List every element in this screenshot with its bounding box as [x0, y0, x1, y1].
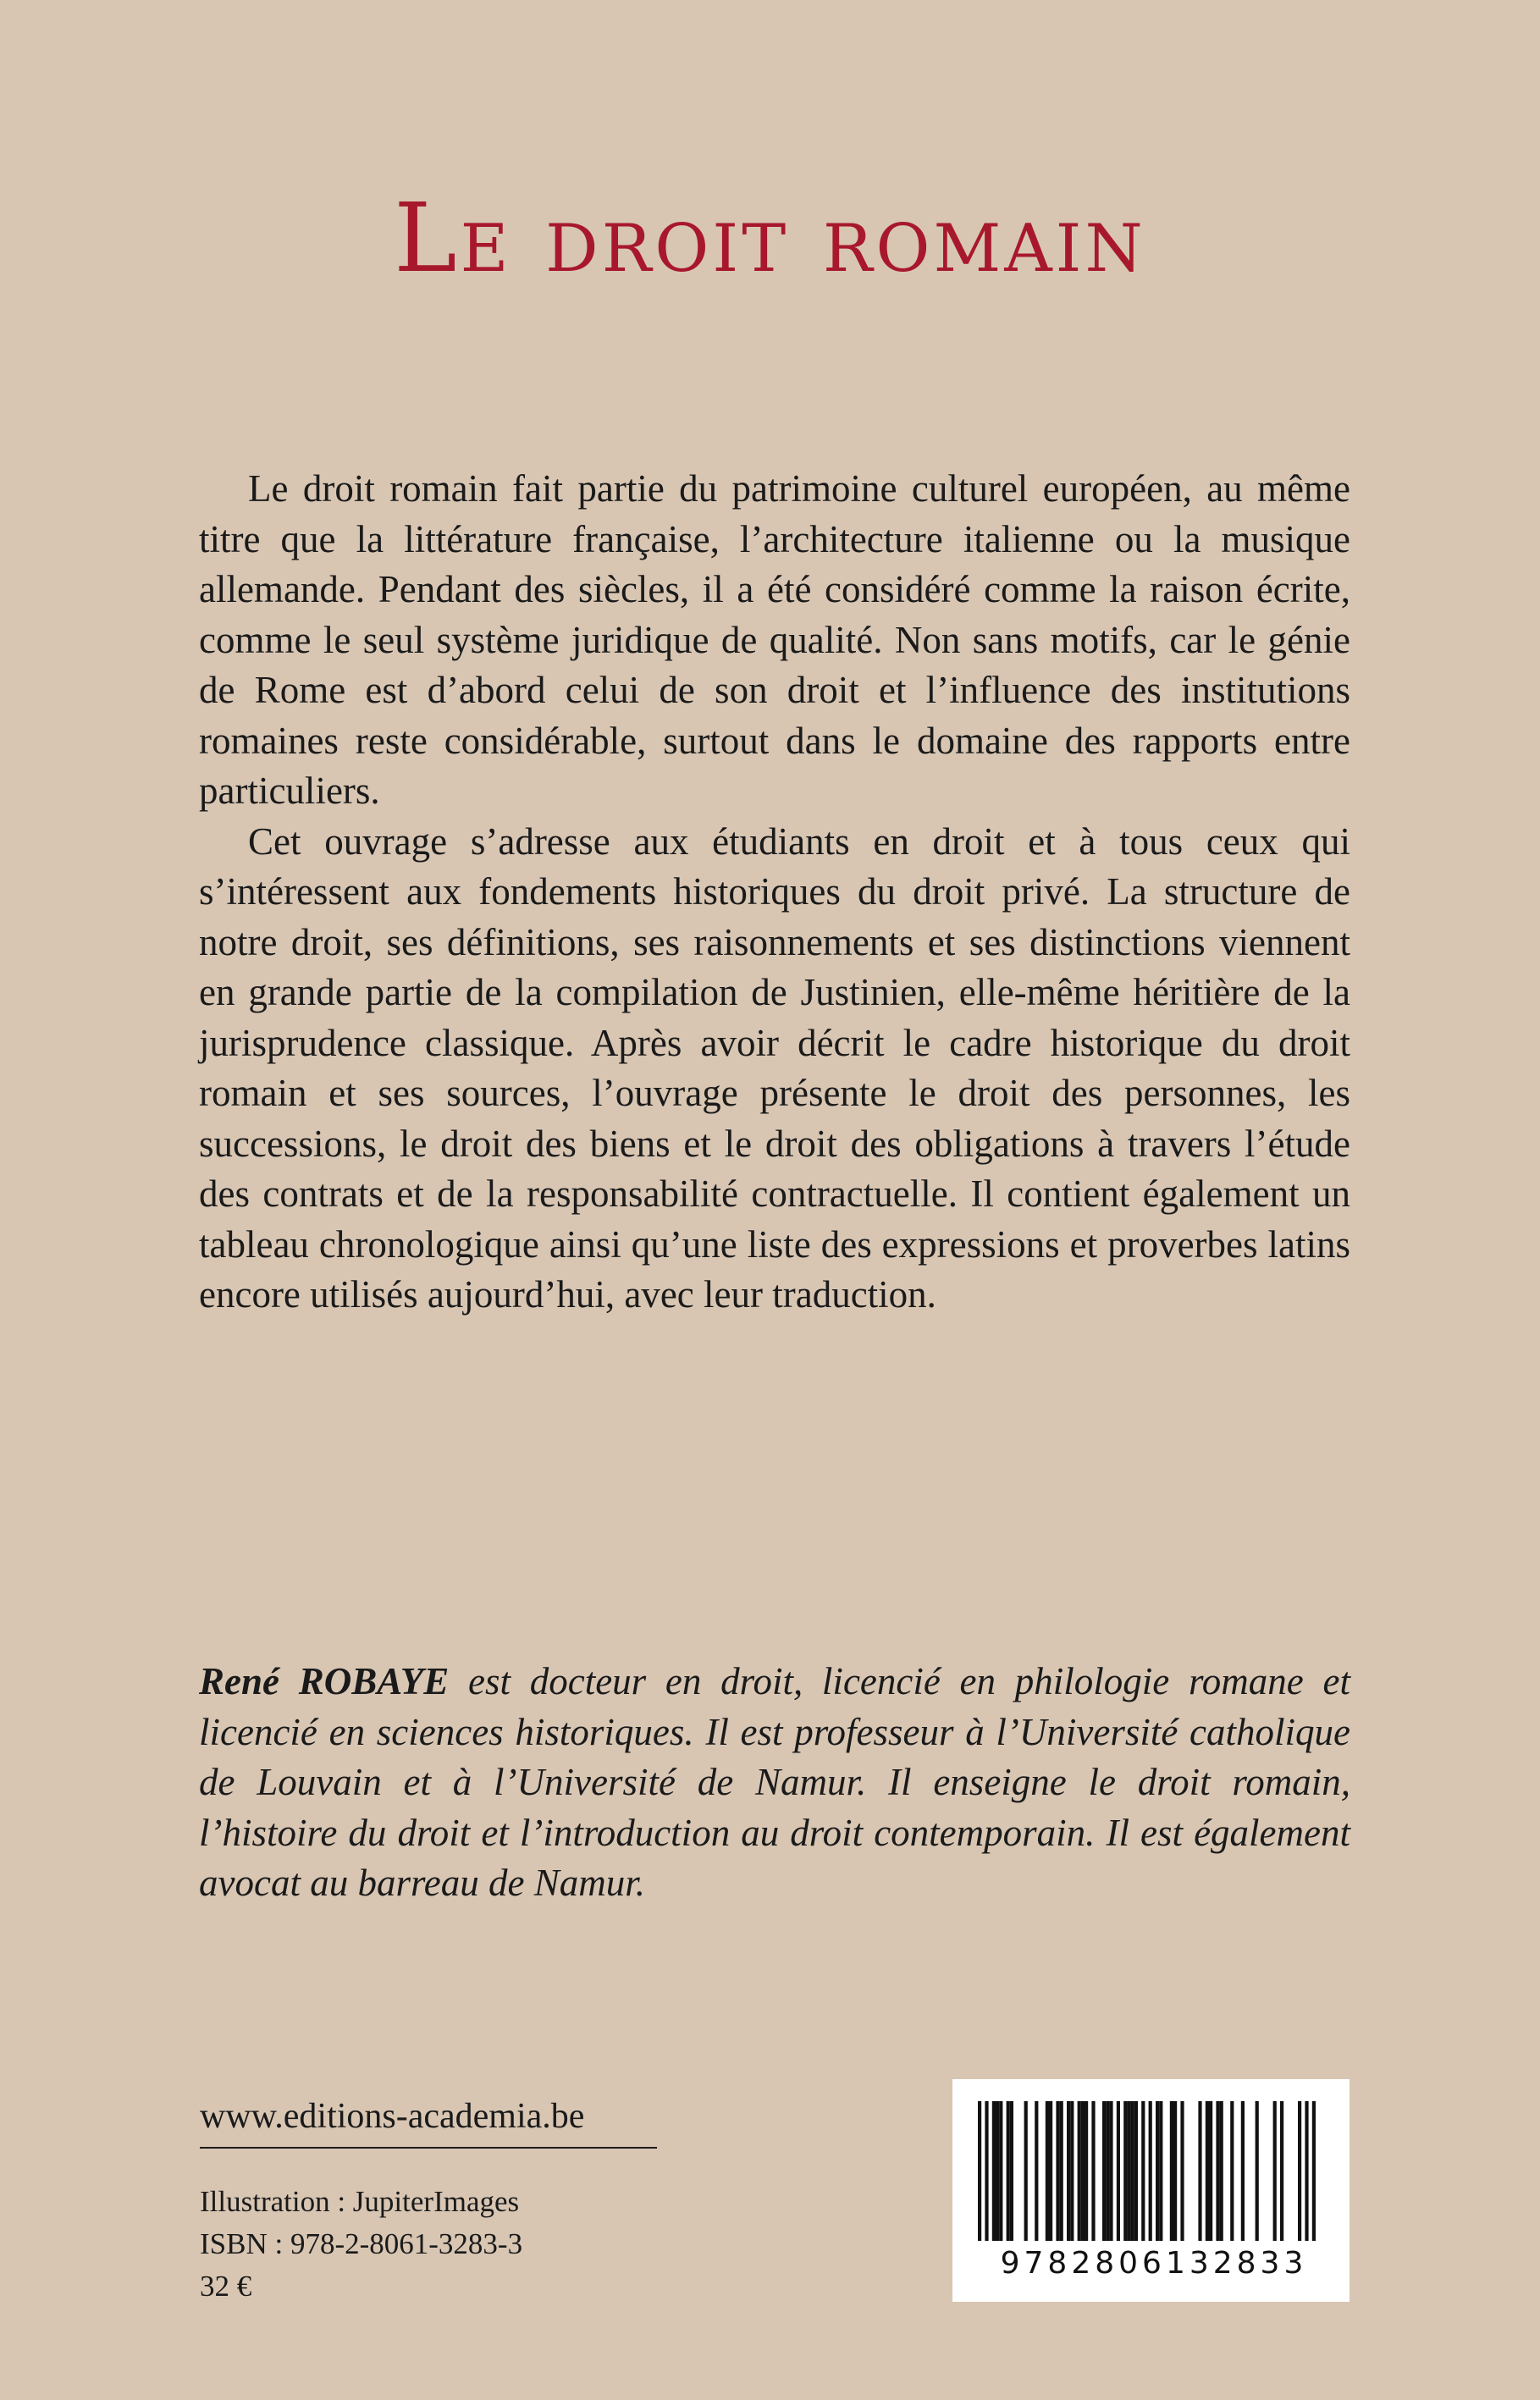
barcode-bar [1312, 2101, 1316, 2241]
book-description [199, 464, 1350, 1321]
barcode-bar [1085, 2101, 1088, 2241]
barcode-bar [1256, 2101, 1259, 2241]
isbn: ISBN : 978-2-8061-3283-3 [200, 2227, 523, 2260]
barcode-bar [1280, 2101, 1283, 2241]
illustration-credit: Illustration : JupiterImages [200, 2185, 520, 2218]
author-bio-text: est docteur en droit, licencié en philologie romane et licencié en sciences historiques. Il est professeur à l’Université catholique de Louvain et à l’Université de Namur. Il enseigne le droit romain, l’histoire du droit et l’introduction au droit contemporain. Il est également avocat au barreau de Namur. [199, 1660, 1350, 1904]
book-metadata [200, 2181, 522, 2308]
barcode-bar [1298, 2101, 1301, 2241]
barcode-bar [1198, 2101, 1201, 2241]
barcode-bar [1305, 2101, 1308, 2241]
barcode-bar [1070, 2101, 1074, 2241]
barcode-bar [1007, 2101, 1010, 2241]
barcode-digits: 9782806132833 [1000, 2246, 1308, 2281]
barcode-bar [1067, 2101, 1070, 2241]
barcode-bar [1159, 2101, 1162, 2241]
barcode-bar [1180, 2101, 1184, 2241]
barcode-bar [1024, 2101, 1028, 2241]
barcode-bar [1156, 2101, 1159, 2241]
barcode-bar [1131, 2101, 1134, 2241]
barcode-bar [1106, 2101, 1109, 2241]
price: 32 € [200, 2270, 252, 2303]
barcode-bar [1035, 2101, 1038, 2241]
barcode-bar [978, 2101, 981, 2241]
barcode-bar [1209, 2101, 1212, 2241]
barcode-bar [1216, 2101, 1219, 2241]
barcode-bar [996, 2101, 999, 2241]
author-name: René ROBAYE [199, 1660, 450, 1702]
barcode-bar [1117, 2101, 1120, 2241]
barcode-bar [999, 2101, 1002, 2241]
barcode-bar [992, 2101, 996, 2241]
author-bio [199, 1657, 1350, 1909]
barcode-bar [1060, 2101, 1063, 2241]
barcode-bar [1141, 2101, 1145, 2241]
publisher-website[interactable]: www.editions-academia.be [200, 2094, 657, 2149]
barcode-bar [1127, 2101, 1130, 2241]
barcode-bar [1173, 2101, 1177, 2241]
barcode-bar [1081, 2101, 1085, 2241]
description-paragraph-1: Le droit romain fait partie du patrimoine culturel européen, au même titre que la littérature française, l’architecture italienne ou la musique allemande. Pendant des siècles, il a été considéré comme la raison écrite, comme le seul système juridique de qualité. Non sans motifs, car le génie de Rome est d’abord celui de son droit et l’influence des institutions romaines reste considérable, surtout dans le domaine des rapports entre particuliers. [199, 467, 1350, 812]
barcode-bar [1273, 2101, 1277, 2241]
barcode-bar [1102, 2101, 1106, 2241]
book-title: Le droit romain [394, 184, 1146, 294]
barcode-bar [1091, 2101, 1095, 2241]
barcode-bar [1049, 2101, 1052, 2241]
barcode-bar [1010, 2101, 1013, 2241]
barcode-bar [1056, 2101, 1059, 2241]
barcode-bar [1046, 2101, 1049, 2241]
barcode-bar [1109, 2101, 1112, 2241]
barcode-bar [1078, 2101, 1081, 2241]
barcode-bar [1220, 2101, 1223, 2241]
barcode-bar [1134, 2101, 1138, 2241]
barcode [952, 2079, 1350, 2302]
barcode-bar [1241, 2101, 1245, 2241]
barcode-bar [1230, 2101, 1234, 2241]
barcode-bar [1206, 2101, 1209, 2241]
barcode-bar [1149, 2101, 1152, 2241]
barcode-bar [985, 2101, 988, 2241]
description-paragraph-2: Cet ouvrage s’adresse aux étudiants en droit et à tous ceux qui s’intéressent aux fondements historiques du droit privé. La structure de notre droit, ses définitions, ses raisonnements et ses distinctions viennent en grande partie de la compilation de Justinien, elle-même héritière de la jurisprudence classique. Après avoir décrit le cadre historique du droit romain et ses sources, l’ouvrage présente le droit des personnes, les successions, le droit des biens et le droit des obligations à travers l’étude des contrats et de la responsabilité contractuelle. Il contient également un tableau chronologique ainsi qu’une liste des expressions et proverbes latins encore utilisés aujourd’hui, avec leur traduction. [199, 819, 1350, 1316]
barcode-bar [1123, 2101, 1127, 2241]
barcode-bar [1170, 2101, 1173, 2241]
